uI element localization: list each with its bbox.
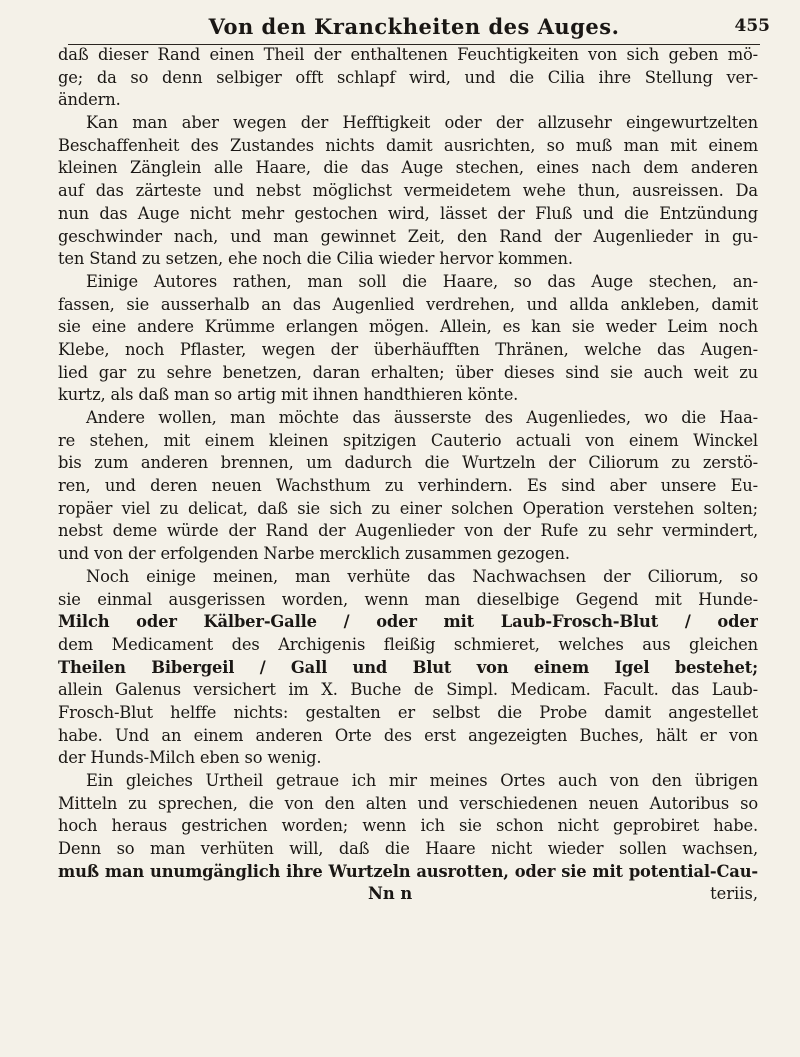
text-line: Frosch-Blut helffe nichts: gestalten er selbst die Probe damit angestellet bbox=[58, 702, 758, 722]
text-line: Andere wollen, man möchte das äusserste des Augenliedes, wo die Haa- bbox=[86, 408, 758, 427]
text-line: und von der erfolgenden Narbe mercklich zusammen gezogen. bbox=[58, 544, 570, 564]
text-line: hoch heraus gestrichen worden; wenn ich sie schon nicht geprobiret habe. bbox=[58, 816, 758, 836]
text-line: Noch einige meinen, man verhüte das Nachwachsen der Ciliorum, so bbox=[86, 566, 758, 586]
text-line: Mitteln zu sprechen, die von den alten und verschiedenen neuen Autoribus so bbox=[58, 793, 758, 813]
text-line: Denn so man verhüten will, daß die Haare nicht wieder sollen wachsen, bbox=[58, 839, 758, 859]
text-line: sie eine andere Krümme erlangen mögen. Allein, es kan sie weder Leim noch bbox=[58, 317, 758, 337]
text-line: Beschaffenheit des Zustandes nichts damit ausrichten, so muß man mit einem bbox=[58, 135, 758, 155]
text-line: Klebe, noch Pflaster, wegen der überhäufften Thränen, welche das Augen- bbox=[58, 339, 758, 359]
text-line: kurtz, als daß man so artig mit ihnen handthieren könte. bbox=[58, 385, 519, 405]
text-line: daß dieser Rand einen Theil der enthaltenen Feuchtigkeiten von sich geben mö- bbox=[58, 45, 758, 64]
text-line: muß man unumgänglich ihre Wurtzeln ausrotten, oder sie mit potential-Cau- bbox=[58, 861, 758, 881]
text-line: sie einmal ausgerissen worden, wenn man dieselbige Gegend mit Hunde- bbox=[58, 589, 758, 609]
text-line: auf das zärteste und nebst möglichst vermeidetem wehe thun, ausreissen. Da bbox=[58, 181, 758, 201]
text-line: bis zum anderen brennen, um dadurch die Wurtzeln der Ciliorum zu zerstö- bbox=[58, 453, 758, 473]
text-line: nebst deme würde der Rand der Augenlieder von der Rufe zu sehr vermindert, bbox=[58, 521, 758, 541]
text-line: dem Medicament des Archigenis fleißig schmieret, welches aus gleichen bbox=[58, 634, 758, 654]
text-line: lied gar zu sehre benetzen, daran erhalten; über dieses sind sie auch weit zu bbox=[58, 362, 758, 382]
text-line: ten Stand zu setzen, ehe noch die Cilia wieder hervor kommen. bbox=[58, 249, 573, 269]
page-number: 455 bbox=[734, 16, 770, 36]
text-line: habe. Und an einem anderen Orte des erst angezeigten Buches, hält er von bbox=[58, 725, 758, 745]
text-line: nun das Auge nicht mehr gestochen wird, lässet der Fluß und die Entzündung bbox=[58, 203, 758, 223]
text-line: Einige Autores rathen, man soll die Haare, so das Auge stechen, an- bbox=[86, 271, 758, 291]
text-line: der Hunds-Milch eben so wenig. bbox=[58, 748, 322, 768]
page-footer bbox=[58, 883, 758, 906]
text-line: Kan man aber wegen der Hefftigkeit oder der allzusehr eingewurtzelten bbox=[86, 113, 758, 133]
text-line: allein Galenus versichert im X. Buche de Simpl. Medicam. Facult. das Laub- bbox=[58, 680, 758, 700]
text-line: Theilen Bibergeil / Gall und Blut von einem Igel bestehet; bbox=[58, 657, 758, 677]
text-line: ge; da so denn selbiger offt schlapf wird, und die Cilia ihre Stellung ver- bbox=[58, 67, 758, 87]
text-line: geschwinder nach, und man gewinnet Zeit, den Rand der Augenlieder in gu- bbox=[58, 226, 758, 246]
text-line: kleinen Zänglein alle Haare, die das Auge stechen, eines nach dem anderen bbox=[58, 158, 758, 178]
signature-mark: Nn n bbox=[368, 884, 413, 904]
running-title: Von den Kranckheiten des Auges. bbox=[208, 14, 620, 39]
text-line: re stehen, mit einem kleinen spitzigen Cauterio actuali von einem Winckel bbox=[58, 430, 758, 450]
catchword: teriis, bbox=[710, 884, 758, 904]
text-line: ren, und deren neuen Wachsthum zu verhindern. Es sind aber unsere Eu- bbox=[58, 476, 758, 496]
text-line: fassen, sie ausserhalb an das Augenlied verdrehen, und allda ankleben, damit bbox=[58, 294, 758, 314]
body-text bbox=[58, 44, 758, 906]
text-line: Ein gleiches Urtheil getraue ich mir meines Ortes auch von den übrigen bbox=[86, 771, 758, 790]
text-line: Milch oder Kälber-Galle / oder mit Laub-Frosch-Blut / oder bbox=[58, 612, 758, 632]
text-line: ändern. bbox=[58, 90, 121, 110]
page-header bbox=[68, 8, 770, 45]
text-line: ropäer viel zu delicat, daß sie sich zu einer solchen Operation verstehen solten; bbox=[58, 498, 758, 518]
